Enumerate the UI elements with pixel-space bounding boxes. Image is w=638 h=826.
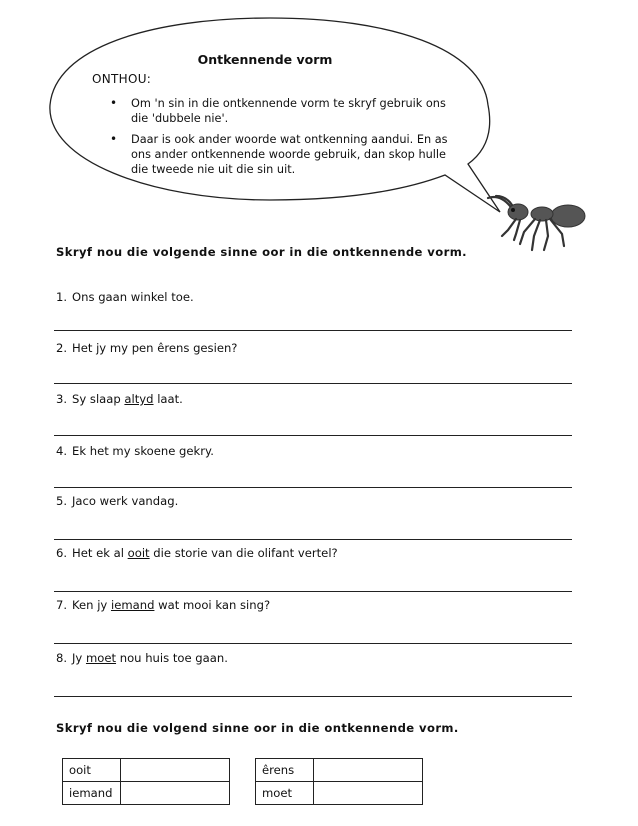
table-word: iemand [63,782,121,805]
word-table-right [255,758,423,805]
reminder-title: Ontkennende vorm [197,52,333,67]
answer-cell[interactable] [314,782,423,805]
reminder-label: ONTHOU: [92,72,152,86]
question-5: 5. Jaco werk vandag. [56,494,179,508]
answer-line-2[interactable] [54,383,572,384]
reminder-bullet: • Daar is ook ander woorde wat ontkenning aandui. En as ons ander ontkennende woorde gebruik, dan skop hulle die tweede nie uit die sin uit. [110,132,448,176]
answer-line-4[interactable] [54,487,572,488]
question-6: 6. Het ek al ooit die storie van die olifant vertel? [56,546,338,560]
table-word: ooit [63,759,121,782]
question-8: 8. Jy moet nou huis toe gaan. [56,651,228,665]
section2-instruction: Skryf nou die volgend sinne oor in die ontkennende vorm. [56,721,459,735]
question-1: 1. Ons gaan winkel toe. [56,290,194,304]
answer-line-1[interactable] [54,330,572,331]
question-7: 7. Ken jy iemand wat mooi kan sing? [56,598,271,612]
question-4: 4. Ek het my skoene gekry. [56,444,214,458]
question-3: 3. Sy slaap altyd laat. [56,392,183,406]
table-word: moet [256,782,314,805]
answer-line-3[interactable] [54,435,572,436]
bullet-icon: • [110,96,118,110]
answer-line-8[interactable] [54,696,572,697]
answer-line-5[interactable] [54,539,572,540]
table-word: êrens [256,759,314,782]
reminder-bullet: • Om 'n sin in die ontkennende vorm te skryf gebruik ons die 'dubbele nie'. [110,96,446,125]
word-table-left [62,758,230,805]
reminder-bullets [110,96,450,183]
answer-cell[interactable] [314,759,423,782]
ant-icon [480,194,590,254]
answer-cell[interactable] [121,759,230,782]
answer-cell[interactable] [121,782,230,805]
answer-line-7[interactable] [54,643,572,644]
answer-line-6[interactable] [54,591,572,592]
question-2: 2. Het jy my pen êrens gesien? [56,341,238,355]
bullet-icon: • [110,132,118,146]
section1-instruction: Skryf nou die volgende sinne oor in die ontkennende vorm. [56,245,467,259]
